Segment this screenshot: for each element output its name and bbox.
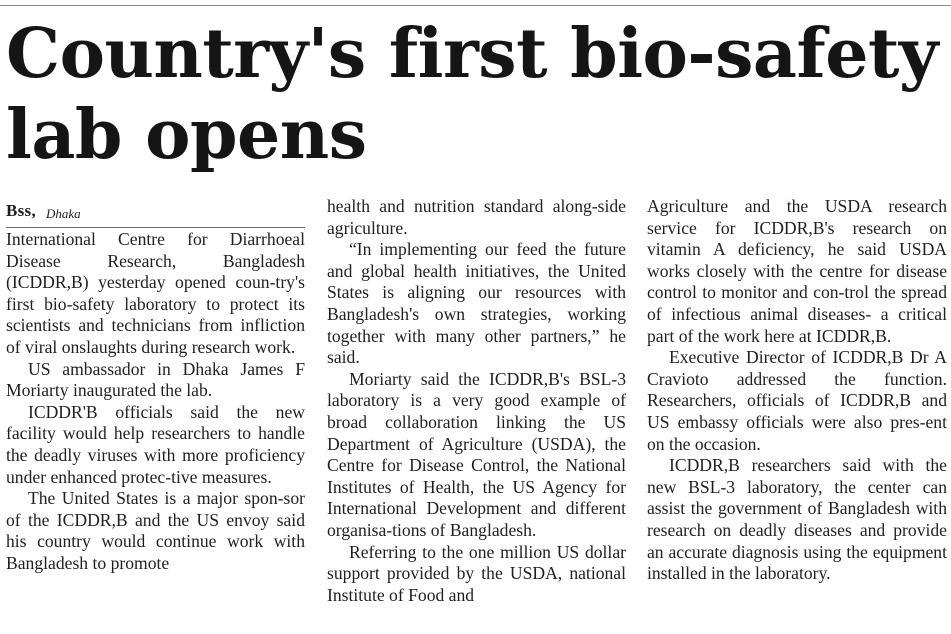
paragraph: The United States is a major spon-sor of the ICDDR,B and the US envoy said his country would continue work with Bangladesh to promote	[6, 488, 305, 573]
paragraph: Moriarty said the ICDDR,B's BSL-3 laboratory is a very good example of broad collaboration linking the US Department of Agriculture (USDA), the Centre for Disease Control, the National Institutes of Health, the US Agency for International Development and different organisa-tions of Bangladesh.	[327, 368, 626, 540]
paragraph: health and nutrition standard along-side agriculture.	[327, 196, 626, 238]
paragraph: ICDDR,B researchers said with the new BSL-3 laboratory, the center can assist the government of Bangladesh with research on deadly diseases and provide an accurate diagnosis using the equipment installed in the laboratory.	[647, 455, 947, 584]
paragraph: International Centre for Diarrhoeal Disease Research, Bangladesh (ICDDR,B) yesterday opened coun-try's first bio-safety laboratory to protect its scientists and technicians from infliction of viral onslaughts during research work.	[6, 229, 305, 357]
paragraph: Referring to the one million US dollar support provided by the USDA, national Institute of Food and	[327, 541, 626, 605]
article-column-3	[647, 196, 947, 585]
byline	[6, 196, 305, 229]
paragraph: Executive Director of ICDDR,B Dr A Cravioto addressed the function. Researchers, officials of ICDDR,B and US embassy officials were also pres-ent on the occasion.	[647, 347, 947, 454]
headline-line-1: Country's first bio-safety	[6, 14, 938, 94]
byline-source: Bss,	[6, 201, 37, 220]
paragraph: “In implementing our feed the future and global health initiatives, the United States is aligning our resources with Bangladesh's own strategies, working together with many other partners,” he said.	[327, 239, 626, 368]
paragraph: US ambassador in Dhaka James F Moriarty inaugurated the lab.	[6, 358, 305, 401]
byline-place: Dhaka	[46, 206, 81, 221]
article-column-2	[327, 196, 626, 606]
paragraph: Agriculture and the USDA research service for ICDDR,B's research on vitamin A deficiency, he said USDA works closely with the centre for disease control to monitor and con-trol the spread of infectious animal diseases- a critical part of the work here at ICDDR,B.	[647, 196, 947, 346]
headline	[6, 14, 938, 176]
headline-line-2: lab opens	[6, 95, 367, 175]
top-rule	[0, 5, 951, 6]
paragraph: ICDDR'B officials said the new facility would help researchers to handle the deadly viruses with more proficiency under enhanced protec-tive measures.	[6, 401, 305, 487]
byline-rule	[6, 227, 305, 228]
article-column-1	[6, 196, 305, 575]
